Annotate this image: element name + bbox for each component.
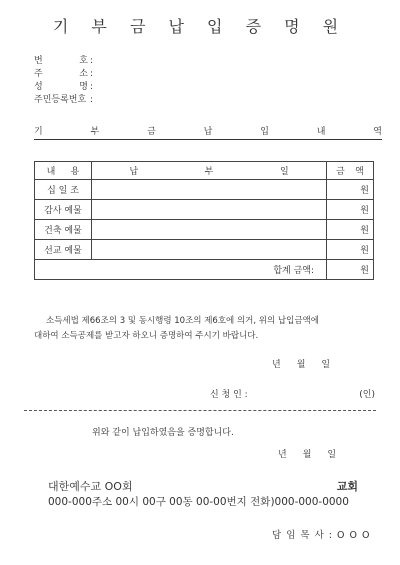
- church-name-row: [48, 478, 368, 494]
- pastor-signature: 담 임 목 사 : O O O: [272, 530, 371, 541]
- header-date: 납 부 일: [92, 162, 327, 180]
- total-amount[interactable]: 원: [327, 260, 374, 280]
- label-resident-id: 주민등록번호: [34, 95, 87, 105]
- table-row: [35, 180, 374, 200]
- table-row: [35, 240, 374, 260]
- date-day[interactable]: 일: [321, 360, 331, 370]
- section-char: 내: [316, 127, 326, 137]
- colon: :: [90, 69, 94, 79]
- row-amount[interactable]: 원: [327, 180, 374, 200]
- section-char: 역: [373, 127, 382, 137]
- church-address: 000-000주소 00시 00구 00동 00-00번지 전화)000-000-0000: [48, 496, 349, 508]
- seal-mark[interactable]: (인): [359, 390, 375, 400]
- row-date[interactable]: [92, 220, 327, 240]
- info-row-address: [34, 68, 93, 81]
- table-total-row: [35, 260, 374, 280]
- label-number-1: 번: [34, 56, 43, 66]
- colon: :: [90, 82, 94, 92]
- date-day[interactable]: 일: [327, 450, 337, 460]
- row-amount[interactable]: 원: [327, 220, 374, 240]
- section-char: 기: [34, 127, 43, 137]
- label-number-2: 호: [79, 56, 88, 66]
- legal-statement: [34, 314, 384, 344]
- row-item: 건축 예물: [35, 220, 92, 240]
- label-address-2: 소: [79, 69, 88, 79]
- date-year[interactable]: 년: [278, 450, 287, 460]
- table-row: [35, 220, 374, 240]
- section-underline: [34, 139, 382, 140]
- section-char: 납: [203, 127, 213, 137]
- section-char: 입: [260, 127, 269, 137]
- label-name-1: 성: [34, 82, 43, 92]
- church-name: 교회: [336, 480, 358, 493]
- certify-statement: 위와 같이 납입하였음을 증명합니다.: [92, 428, 234, 438]
- applicant-info: [34, 55, 93, 107]
- total-label: 합계 금액:: [273, 266, 314, 276]
- table-header-row: [35, 162, 374, 180]
- header-item: 내 용: [35, 162, 92, 180]
- row-item: 선교 예물: [35, 240, 92, 260]
- header-amount: 금 액: [327, 162, 374, 180]
- donation-table: [34, 161, 374, 280]
- document-title: 기 부 금 납 입 증 명 원: [52, 17, 348, 36]
- info-row-resident-id: [34, 94, 93, 107]
- colon: :: [90, 95, 94, 105]
- legal-line-1: 소득세법 제66조의 3 및 동시행령 10조의 제6호에 의거, 위의 납입금액에: [46, 316, 319, 326]
- certify-date: [278, 447, 336, 460]
- total-label-cell: [35, 260, 327, 280]
- date-month[interactable]: 월: [302, 450, 312, 460]
- legal-line-2: 대하여 소득공제를 받고자 하오니 증명하여 주시기 바랍니다.: [34, 331, 259, 341]
- date-year[interactable]: 년: [272, 360, 281, 370]
- section-header: [34, 124, 382, 138]
- section-char: 부: [90, 127, 100, 137]
- row-amount[interactable]: 원: [327, 200, 374, 220]
- table-row: [35, 200, 374, 220]
- church-denomination: 대한예수교 OO회: [48, 480, 133, 493]
- label-name-2: 명: [79, 82, 88, 92]
- row-date[interactable]: [92, 240, 327, 260]
- label-address-1: 주: [34, 69, 43, 79]
- row-item: 십 일 조: [35, 180, 92, 200]
- info-row-name: [34, 81, 93, 94]
- row-date[interactable]: [92, 200, 327, 220]
- applicant-label: 신 청 인 :: [210, 390, 248, 400]
- info-row-number: [34, 55, 93, 68]
- applicant-signature: [210, 387, 375, 400]
- date-month[interactable]: 월: [296, 360, 306, 370]
- cut-line: [24, 410, 376, 411]
- colon: :: [90, 56, 94, 66]
- row-date[interactable]: [92, 180, 327, 200]
- section-char: 금: [147, 127, 156, 137]
- row-amount[interactable]: 원: [327, 240, 374, 260]
- application-date: [272, 357, 330, 370]
- row-item: 감사 예물: [35, 200, 92, 220]
